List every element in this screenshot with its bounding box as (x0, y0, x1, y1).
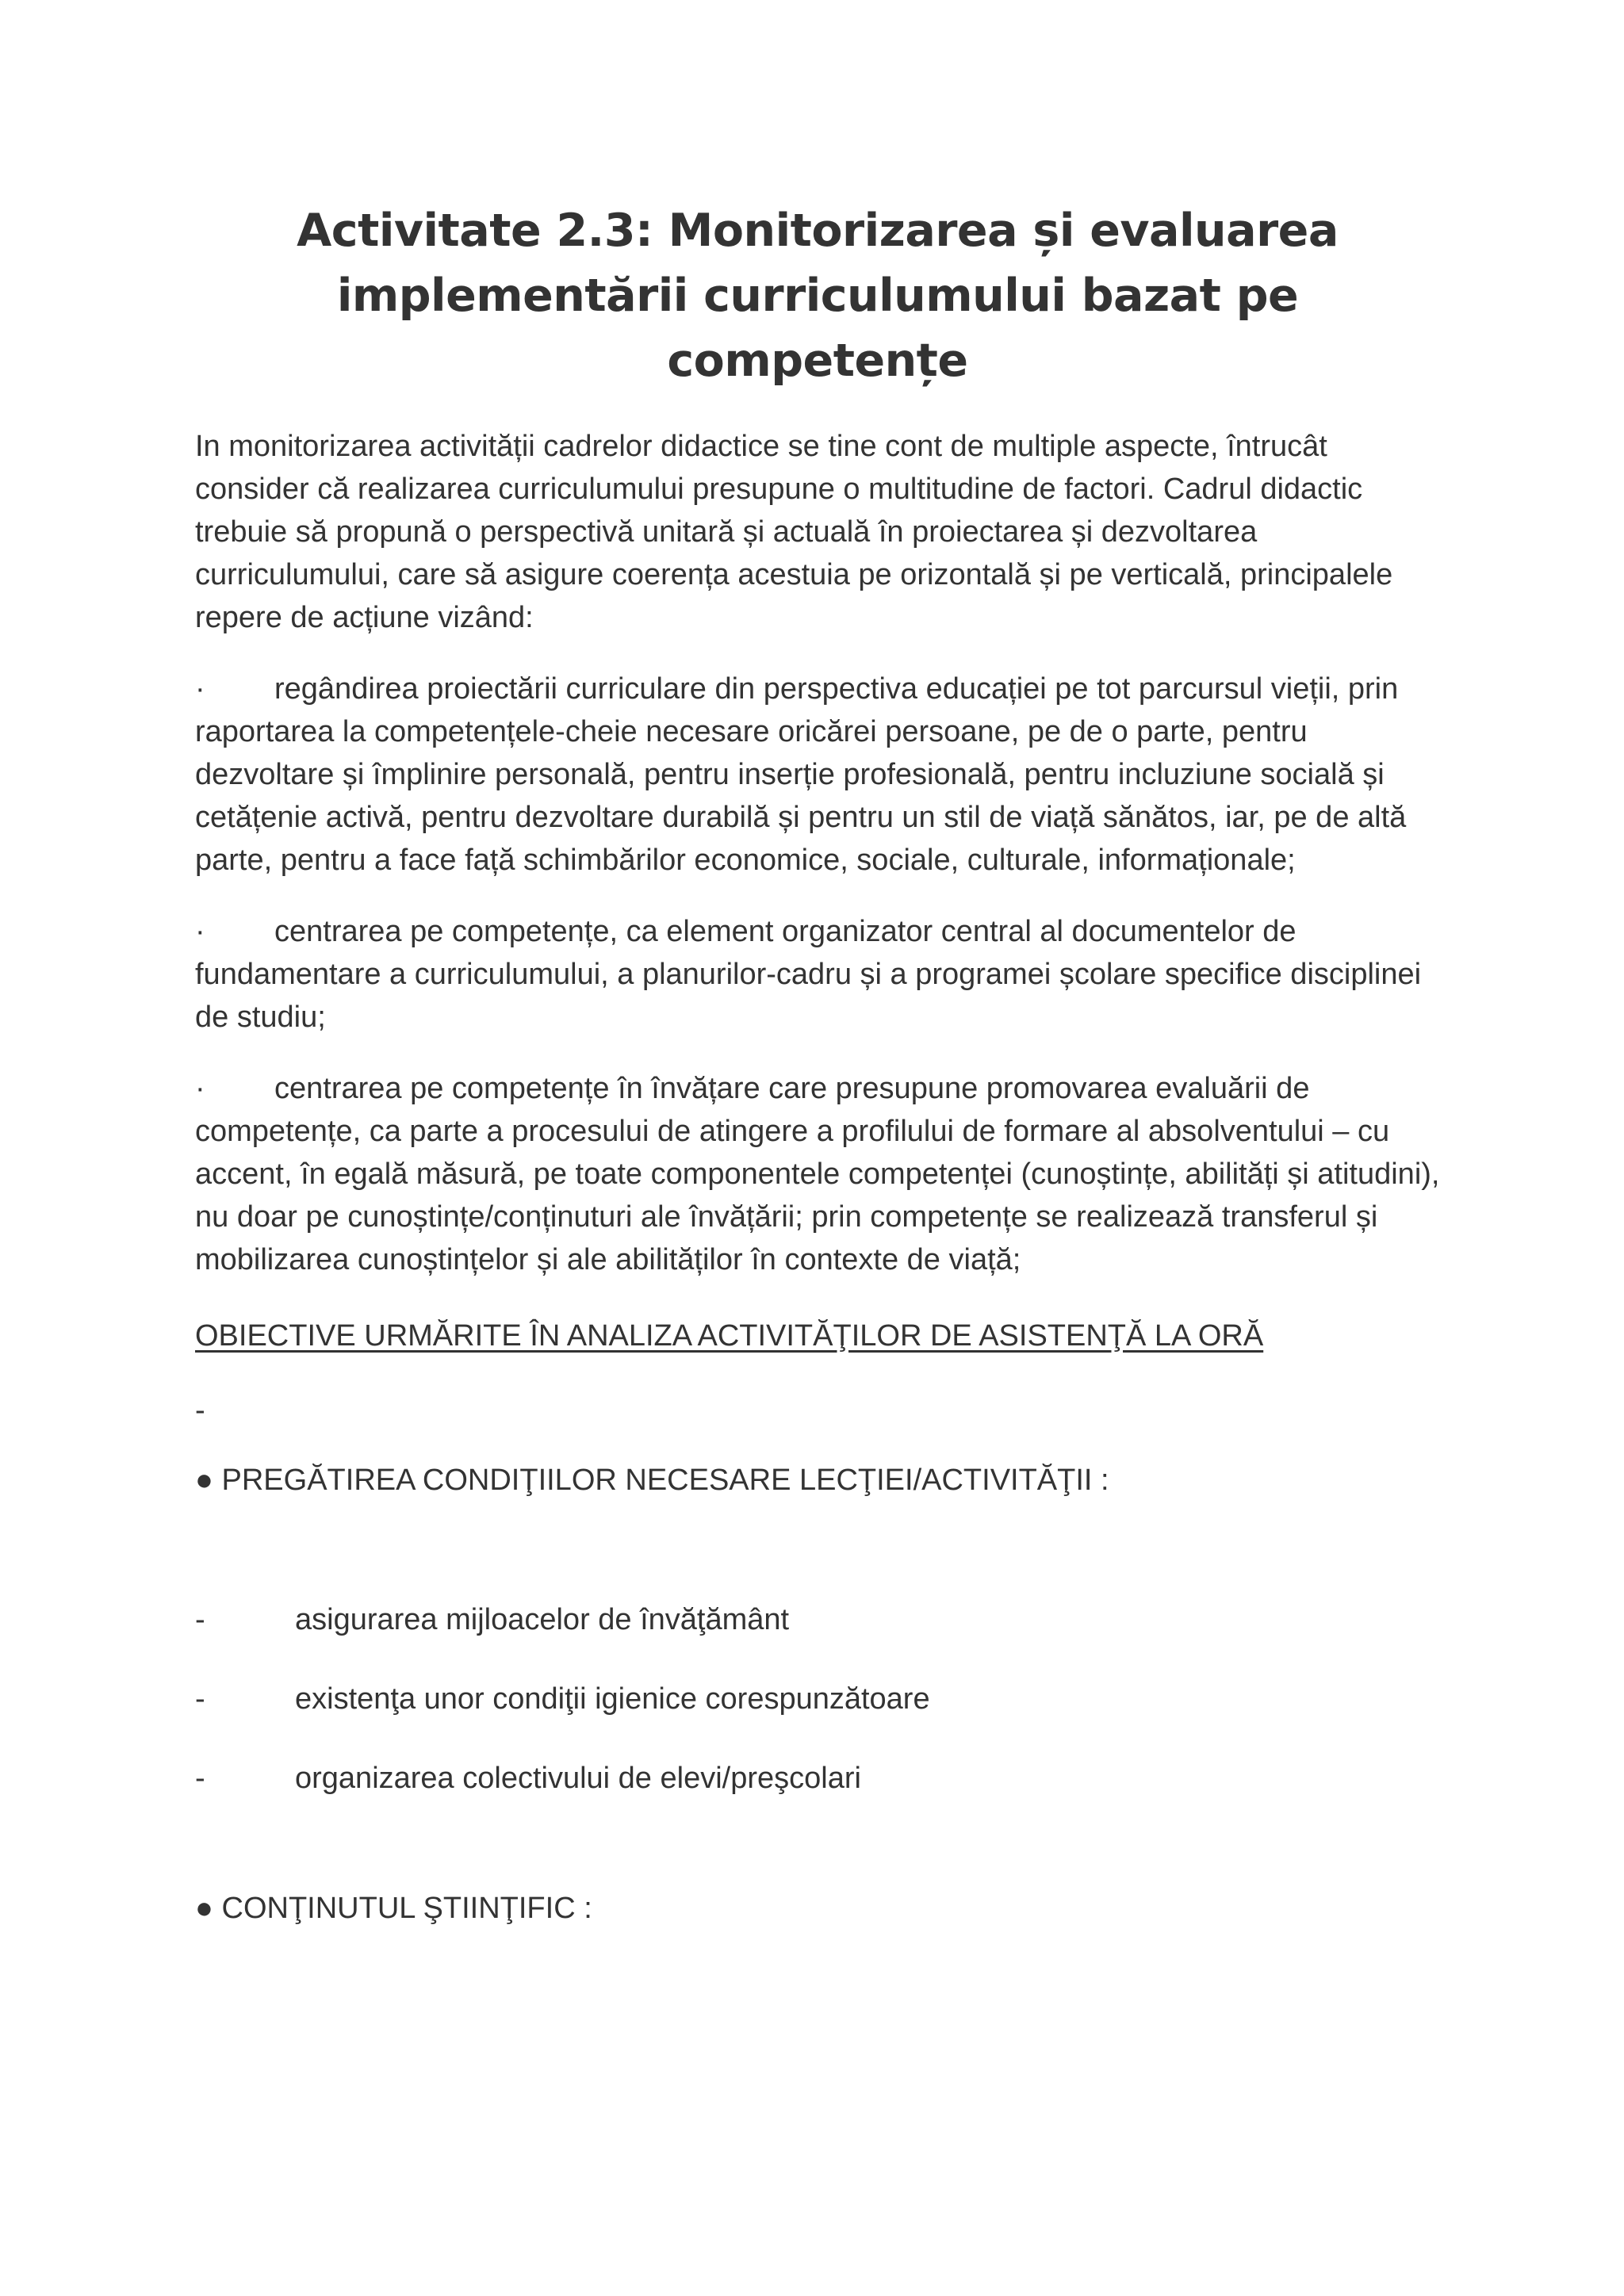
document-title (195, 198, 1440, 393)
bullet-marker: · (195, 672, 205, 706)
title-line-2: implementării curriculumului bazat pe competențe (336, 270, 1299, 387)
title-line-1: Activitate 2.3: Monitorizarea și evaluarea (297, 205, 1339, 257)
list-dash: - (195, 1762, 205, 1795)
stray-dash: - (195, 1394, 205, 1427)
list-item-text: asigurarea mijloacelor de învăţământ (295, 1603, 790, 1636)
conditions-list (195, 1598, 1440, 1800)
list-item-text: organizarea colectivului de elevi/preşcolari (295, 1762, 861, 1795)
list-item (195, 1678, 1440, 1720)
bullet-marker: · (195, 1072, 205, 1105)
document-page (195, 198, 1440, 1930)
section-heading-conditions: ● PREGĂTIREA CONDIŢIILOR NECESARE LECŢIEI/ACTIVITĂŢII : (195, 1464, 1109, 1497)
list-item (195, 1598, 1440, 1641)
intro-paragraph: In monitorizarea activității cadrelor didactice se tine cont de multiple aspecte, întrucât consider că realizarea curriculumului presupune o multitudine de factori. Cadrul didactic trebuie să propună o perspectivă unitară și actuală în proiectarea și dezvoltarea curriculumului, care să asigure coerența acestuia pe orizontală și pe verticală, principalele repere de acțiune vizând: (195, 430, 1393, 634)
bullet-marker: · (195, 915, 205, 948)
section-heading-content: ● CONŢINUTUL ŞTIINŢIFIC : (195, 1892, 592, 1925)
list-dash: - (195, 1603, 205, 1636)
list-item (195, 1757, 1440, 1800)
bullet-paragraph-3 (195, 1067, 1440, 1281)
bullet-paragraph-1 (195, 668, 1440, 882)
list-item-text: existenţa unor condiţii igienice corespunzătoare (295, 1682, 930, 1716)
bullet-paragraph-2 (195, 910, 1440, 1039)
bullet-text: centrarea pe competențe în învățare care presupune promovarea evaluării de competențe, ca parte a procesului de atingere a profilului de formare al absolventului – cu accent, în egală măsură, pe toate componentele competenței (cunoștințe, abilități și atitudini), nu doar pe cunoștințe/conținuturi ale învățării; prin competențe se realizează transferul și mobilizarea cunoștințelor și ale abilităților în contexte de viață; (195, 1072, 1440, 1276)
bullet-text: regândirea proiectării curriculare din perspectiva educației pe tot parcursul vieții, prin raportarea la competențele-cheie necesare oricărei persoane, pe de o parte, pentru dezvoltare și împlinire personală, pentru inserție profesională, pentru incluziune socială și cetățenie activă, pentru dezvoltare durabilă și pentru un stil de viață sănătos, iar, pe de altă parte, pentru a face față schimbărilor economice, sociale, culturale, informaționale; (195, 672, 1407, 877)
list-dash: - (195, 1682, 205, 1716)
bullet-text: centrarea pe competențe, ca element organizator central al documentelor de fundamentare a curriculumului, a planurilor-cadru și a programei școlare specifice disciplinei de studiu; (195, 915, 1422, 1034)
objectives-heading: OBIECTIVE URMĂRITE ÎN ANALIZA ACTIVITĂŢILOR DE ASISTENŢĂ LA ORĂ (195, 1319, 1264, 1353)
